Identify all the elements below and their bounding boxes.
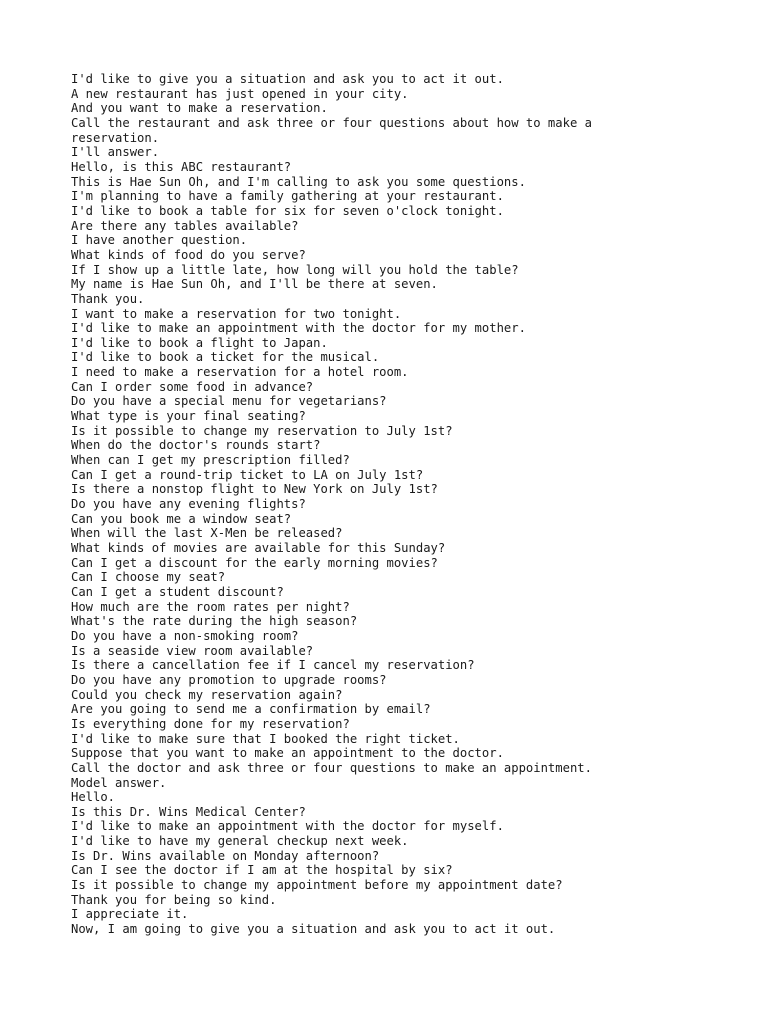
text-line: Can I order some food in advance? <box>71 379 314 394</box>
text-line: This is Hae Sun Oh, and I'm calling to ask you some questions. <box>71 174 526 189</box>
text-line: Could you check my reservation again? <box>71 687 343 702</box>
text-line: When do the doctor's rounds start? <box>71 438 321 453</box>
text-line: Suppose that you want to make an appointment to the doctor. <box>71 746 504 761</box>
text-line: My name is Hae Sun Oh, and I'll be there at seven. <box>71 277 438 292</box>
text-line: Hello. <box>71 790 116 805</box>
text-line: I'd like to make an appointment with the doctor for myself. <box>71 819 504 834</box>
text-line: I'd like to give you a situation and ask you to act it out. <box>71 72 504 86</box>
text-line: Is it possible to change my appointment before my appointment date? <box>71 878 563 893</box>
text-line: Can I get a discount for the early morning movies? <box>71 555 438 570</box>
text-line: Can you book me a window seat? <box>71 511 292 526</box>
text-line: I'm planning to have a family gathering at your restaurant. <box>71 189 504 204</box>
text-line: I want to make a reservation for two tonight. <box>71 306 402 321</box>
text-line: A new restaurant has just opened in your city. <box>71 86 409 101</box>
text-line: Is everything done for my reservation? <box>71 716 350 731</box>
text-line: Are there any tables available? <box>71 218 299 233</box>
text-line: I'd like to make an appointment with the doctor for my mother. <box>71 321 526 336</box>
text-line: I'd like to make sure that I booked the right ticket. <box>71 731 460 746</box>
text-line: Do you have any evening flights? <box>71 497 306 512</box>
text-line: Thank you. <box>71 291 145 306</box>
text-line: What kinds of food do you serve? <box>71 247 306 262</box>
text-line: When will the last X-Men be released? <box>71 526 343 541</box>
text-line: I'll answer. <box>71 145 160 160</box>
text-line: Model answer. <box>71 775 167 790</box>
text-line: I appreciate it. <box>71 907 189 922</box>
text-line: If I show up a little late, how long will you hold the table? <box>71 262 519 277</box>
text-line: Now, I am going to give you a situation and ask you to act it out. <box>71 922 556 937</box>
text-line: Can I see the doctor if I am at the hospital by six? <box>71 863 453 878</box>
text-line: Are you going to send me a confirmation by email? <box>71 702 431 717</box>
text-line: When can I get my prescription filled? <box>71 453 350 468</box>
text-line: What type is your final seating? <box>71 409 306 424</box>
text-line: Thank you for being so kind. <box>71 892 277 907</box>
text-line: Do you have a non-smoking room? <box>71 628 299 643</box>
text-line: I'd like to book a table for six for seven o'clock tonight. <box>71 203 504 218</box>
text-line: What's the rate during the high season? <box>71 614 358 629</box>
text-line: Is a seaside view room available? <box>71 643 314 658</box>
text-line: Is there a cancellation fee if I cancel my reservation? <box>71 658 475 673</box>
text-line: What kinds of movies are available for this Sunday? <box>71 541 446 555</box>
text-line: How much are the room rates per night? <box>71 599 350 614</box>
text-line: Hello, is this ABC restaurant? <box>71 159 292 174</box>
text-line: reservation. <box>71 130 160 145</box>
text-line: I need to make a reservation for a hotel room. <box>71 365 409 380</box>
text-line: And you want to make a reservation. <box>71 101 328 116</box>
text-line: Is there a nonstop flight to New York on July 1st? <box>71 482 438 497</box>
text-line: Call the doctor and ask three or four questions to make an appointment. <box>71 760 592 775</box>
text-line: I have another question. <box>71 233 248 248</box>
text-line: Is this Dr. Wins Medical Center? <box>71 804 306 819</box>
text-line: Is Dr. Wins available on Monday afternoon? <box>71 848 380 863</box>
text-line: Can I get a round-trip ticket to LA on July 1st? <box>71 467 424 482</box>
text-line: I'd like to book a flight to Japan. <box>71 335 328 350</box>
text-line: Call the restaurant and ask three or four questions about how to make a <box>71 115 592 130</box>
text-line: Do you have a special menu for vegetarians? <box>71 394 387 409</box>
text-line: Can I get a student discount? <box>71 584 284 599</box>
text-line: Can I choose my seat? <box>71 570 226 585</box>
document-page <box>71 72 731 937</box>
text-line: Is it possible to change my reservation to July 1st? <box>71 423 453 438</box>
text-line: Do you have any promotion to upgrade rooms? <box>71 672 387 687</box>
text-line: I'd like to have my general checkup next week. <box>71 834 409 849</box>
text-line: I'd like to book a ticket for the musical. <box>71 350 380 365</box>
